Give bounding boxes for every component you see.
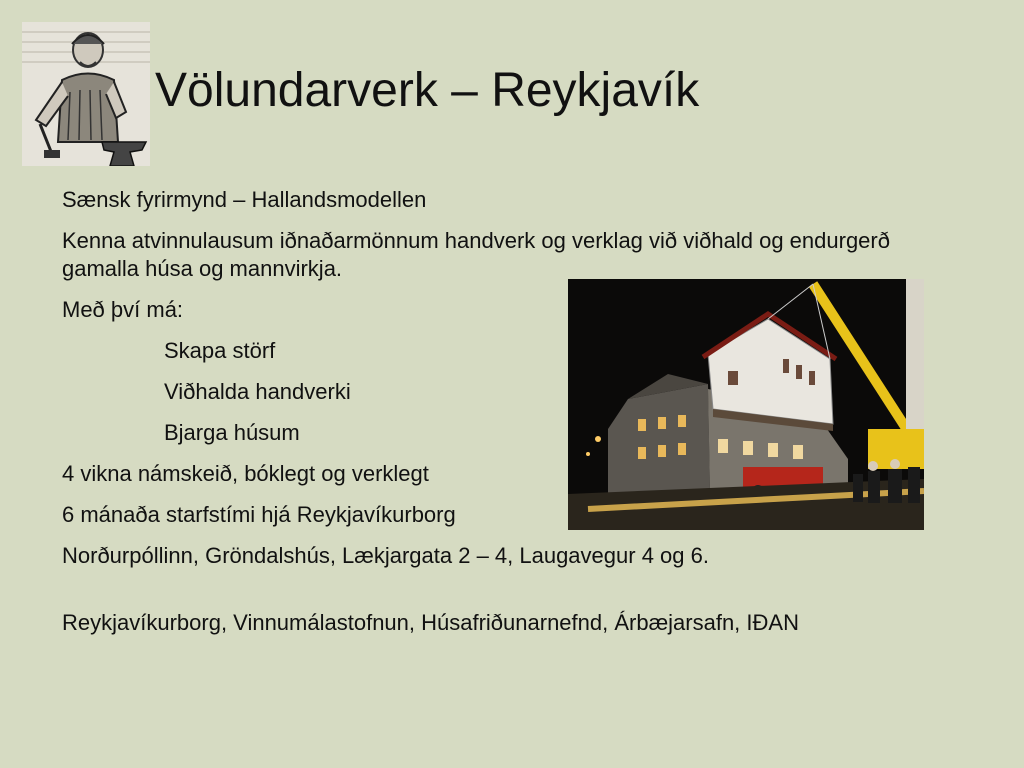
bullet-thereby: Með því má: [62, 297, 184, 322]
blacksmith-image [22, 22, 150, 166]
sub-bullet-save-houses: Bjarga húsum [164, 420, 300, 445]
sub-bullet-maintain-crafts: Viðhalda handverki [164, 379, 351, 404]
bullet-partners: Reykjavíkurborg, Vinnumálastofnun, Húsafriðunarnefnd, Árbæjarsafn, IÐAN [62, 610, 799, 635]
slide-title: Völundarverk – Reykjavík [155, 64, 700, 117]
bullet-swedish-model: Sænsk fyrirmynd – Hallandsmodellen [62, 187, 427, 212]
sub-bullet-create-jobs: Skapa störf [164, 338, 276, 363]
bullet-projects: Norðurpóllinn, Gröndalshús, Lækjargata 2 – 4, Laugavegur 4 og 6. [62, 543, 709, 568]
bullet-course: 4 vikna námskeið, bóklegt og verklegt [62, 461, 429, 486]
bullet-employment: 6 mánaða starfstími hjá Reykjavíkurborg [62, 502, 456, 527]
house-moving-photo [568, 279, 924, 530]
bullet-teach-crafts: Kenna atvinnulausum iðnaðarmönnum handverk og verklag við viðhald og endurgerð gamalla húsa og mannvirkja. [62, 228, 890, 281]
